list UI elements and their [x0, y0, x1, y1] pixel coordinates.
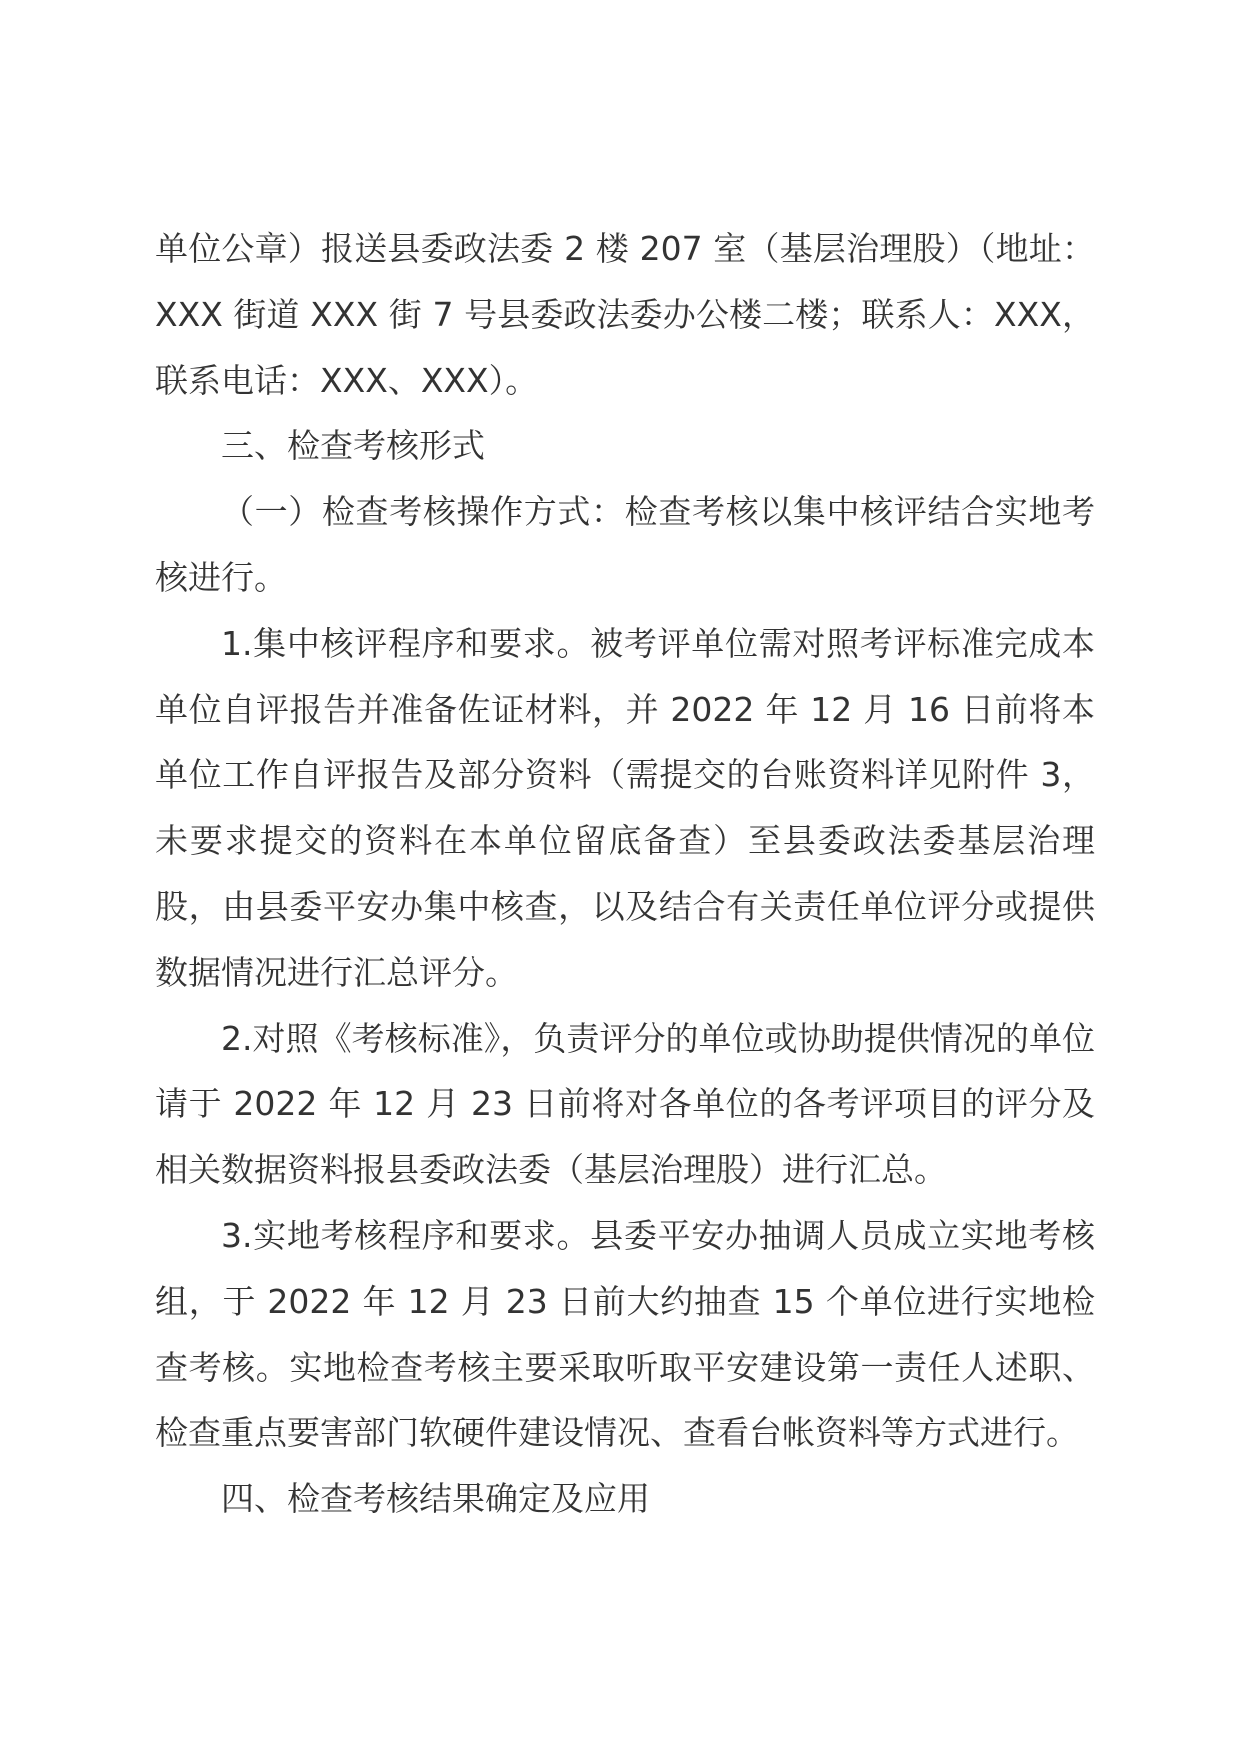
subsection-heading-1: （一）检查考核操作方式：检查考核以集中核评结合实地考核进行。 [155, 492, 1095, 597]
paragraph-item-2: 2.对照《考核标准》，负责评分的单位或协助提供情况的单位请于 2022 年 12 月 23 日前将对各单位的各考评项目的评分及相关数据资料报县委政法委（基层治理股）进行汇总。 [155, 1018, 1095, 1190]
document-body [155, 216, 1095, 1532]
paragraph-item-3: 3.实地考核程序和要求。县委平安办抽调人员成立实地考核组，于 2022 年 12 月 23 日前大约抽查 15 个单位进行实地检查考核。实地检查考核主要采取听取平安建设第一责任人述职、检查重点要害部门软硬件建设情况、查看台帐资料等方式进行。 [155, 1215, 1095, 1453]
paragraph-item-1: 1.集中核评程序和要求。被考评单位需对照考评标准完成本单位自评报告并准备佐证材料，并 2022 年 12 月 16 日前将本单位工作自评报告及部分资料（需提交的台账资料详见附件 3，未要求提交的资料在本单位留底备查）至县委政法委基层治理股，由县委平安办集中核查，以及结合有关责任单位评分或提供数据情况进行汇总评分。 [155, 623, 1095, 992]
section-heading-4: 四、检查考核结果确定及应用 [221, 1479, 650, 1519]
paragraph-continuation: 单位公章）报送县委政法委 2 楼 207 室（基层治理股）（地址：XXX 街道 XXX 街 7 号县委政法委办公楼二楼；联系人：XXX，联系电话：XXX、XXX）。 [155, 229, 1095, 400]
section-heading-3: 三、检查考核形式 [221, 426, 485, 466]
